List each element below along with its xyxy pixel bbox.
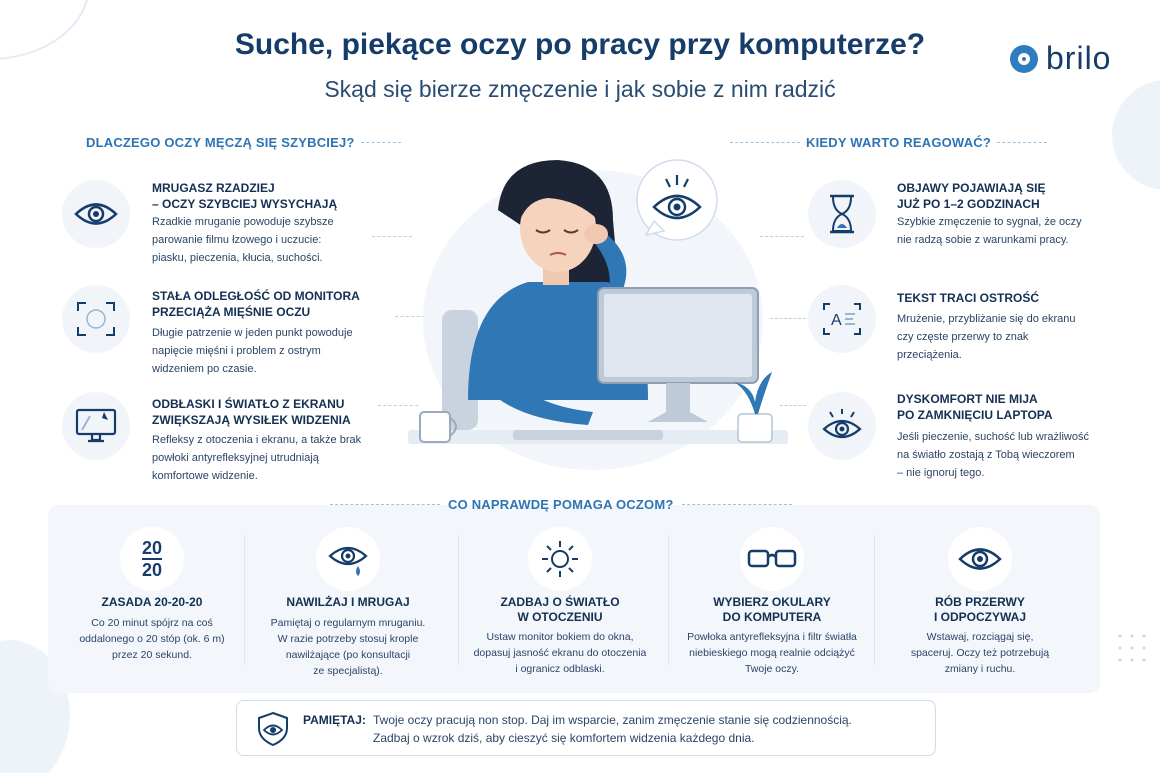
eye-drop-icon	[316, 527, 380, 591]
left-item-2-icon-circle	[62, 285, 130, 353]
focus-frame-icon	[76, 301, 116, 337]
help-panel	[48, 505, 1100, 693]
right-section-heading-text: KIEDY WARTO REAGOWAĆ?	[806, 135, 992, 150]
monitor-glare-icon	[74, 406, 118, 446]
woman-at-computer-illustration	[408, 150, 788, 500]
left-item-2-title: STAŁA ODLEGŁOŚĆ OD MONITORA PRZECIĄŻA MIĘŚNIE OCZU	[152, 289, 360, 319]
page-subtitle: Skąd się bierze zmęczenie i jak sobie z nim radzić	[324, 76, 836, 102]
right-item-1-desc: Szybkie zmęczenie to sygnał, że oczy nie radzą sobie z warunkami pracy.	[897, 216, 1082, 246]
eye-icon	[948, 527, 1012, 591]
right-item-1-icon-circle	[808, 180, 876, 248]
help-item-breaks	[880, 505, 1080, 693]
reminder-label: PAMIĘTAJ:	[303, 713, 366, 727]
help-divider	[874, 535, 875, 665]
help-item-desc: Powłoka antyrefleksyjna i filtr światła niebieskiego mogą realnie odciążyć Twoje oczy.	[687, 631, 857, 675]
help-item-light	[460, 505, 660, 693]
help-item-desc: Ustaw monitor bokiem do okna, dopasuj jasność ekranu do otoczenia i ogranicz odblaski.	[473, 631, 647, 675]
left-section-heading	[86, 135, 401, 150]
brilo-logo	[1010, 40, 1111, 77]
brilo-logo-mark-icon	[1010, 45, 1038, 73]
20-20-icon: 20 20	[120, 527, 184, 591]
right-item-3-desc: Jeśli pieczenie, suchość lub wrażliwość na światło zostają z Tobą wieczorem – nie ignoruj tego.	[897, 431, 1089, 479]
right-item-2-title: TEKST TRACI OSTROŚĆ	[897, 291, 1040, 305]
help-item-desc: Wstawaj, rozciągaj się, spaceruj. Oczy też potrzebują zmiany i ruchu.	[910, 631, 1050, 675]
decorative-dots	[1116, 632, 1152, 668]
left-item-1-title: MRUGASZ RZADZIEJ – OCZY SZYBCIEJ WYSYCHAJĄ	[152, 181, 338, 211]
hourglass-icon	[828, 194, 856, 234]
reminder-line-2: Zadbaj o wzrok dziś, aby cieszyć się komfortem widzenia każdego dnia.	[373, 731, 755, 745]
right-item-1-title: OBJAWY POJAWIAJĄ SIĘ JUŻ PO 1–2 GODZINACH	[897, 181, 1046, 211]
left-item-3-icon-circle	[62, 392, 130, 460]
strained-eye-bubble	[632, 155, 722, 247]
decorative-circle-right	[1112, 80, 1160, 190]
left-item-1-icon-circle	[62, 180, 130, 248]
eye-rays-icon	[820, 407, 864, 445]
left-item-3-desc: Refleksy z otoczenia i ekranu, a także brak powłoki antyrefleksyjnej utrudniają komfortowe widzenie.	[152, 434, 362, 482]
left-item-1-desc: Rzadkie mruganie powoduje szybsze parowanie filmu łzowego i uczucie: piasku, pieczenia, kłucia, suchości.	[152, 216, 334, 264]
help-item-title: ZADBAJ O ŚWIATŁO W OTOCZENIU	[500, 595, 620, 624]
connector-line	[372, 236, 412, 237]
right-item-3-title: DYSKOMFORT NIE MIJA PO ZAMKNIĘCIU LAPTOPA	[897, 392, 1053, 422]
help-item-title: NAWILŻAJ I MRUGAJ	[286, 595, 410, 609]
help-divider	[668, 535, 669, 665]
blurry-text-icon	[822, 302, 862, 336]
help-divider	[458, 535, 459, 665]
left-item-3-title: ODBŁASKI I ŚWIATŁO Z EKRANU ZWIĘKSZAJĄ WYSIŁEK WIDZENIA	[152, 397, 351, 427]
glasses-icon	[740, 527, 804, 591]
help-item-desc: Co 20 minut spójrz na coś oddalonego o 20 stóp (ok. 6 m) przez 20 sekund.	[79, 617, 225, 661]
svg-text:A: A	[831, 312, 842, 329]
help-item-title: ZASADA 20-20-20	[101, 595, 203, 609]
reminder-box	[236, 700, 936, 756]
right-item-2-icon-circle	[808, 285, 876, 353]
eye-icon	[74, 199, 118, 229]
brilo-logo-text: brilo	[1046, 40, 1112, 76]
left-section-heading-text: DLACZEGO OCZY MĘCZĄ SIĘ SZYBCIEJ?	[86, 135, 355, 150]
left-item-2-desc: Długie patrzenie w jeden punkt powoduje napięcie mięśni i problem z ostrym widzeniem po czasie.	[152, 327, 353, 375]
page-title: Suche, piekące oczy po pracy przy komputerze?	[234, 28, 926, 61]
help-item-desc: Pamiętaj o regularnym mruganiu. W razie potrzeby stosuj krople nawilżające (po konsultacji ze specjalistą).	[270, 617, 426, 677]
right-section-heading	[730, 135, 1047, 150]
help-item-glasses	[672, 505, 872, 693]
help-item-moisturize	[248, 505, 448, 693]
shield-eye-icon	[255, 711, 291, 747]
help-item-rule-20-20-20	[52, 505, 252, 693]
right-item-3-icon-circle	[808, 392, 876, 460]
help-item-title: RÓB PRZERWY I ODPOCZYWAJ	[933, 595, 1026, 624]
right-item-2-desc: Mrużenie, przybliżanie się do ekranu czy częste przerwy to znak przeciążenia.	[897, 313, 1076, 361]
sun-icon	[528, 527, 592, 591]
help-item-title: WYBIERZ OKULARY DO KOMPUTERA	[713, 595, 831, 624]
help-divider	[244, 535, 245, 665]
reminder-line-1: Twoje oczy pracują non stop. Daj im wsparcie, zanim zmęczenie stanie się codziennością.	[373, 713, 852, 727]
decorative-ring-top-left	[0, 0, 90, 60]
help-section-heading-text: CO NAPRAWDĘ POMAGA OCZOM?	[448, 497, 674, 512]
help-section-heading	[330, 497, 792, 512]
